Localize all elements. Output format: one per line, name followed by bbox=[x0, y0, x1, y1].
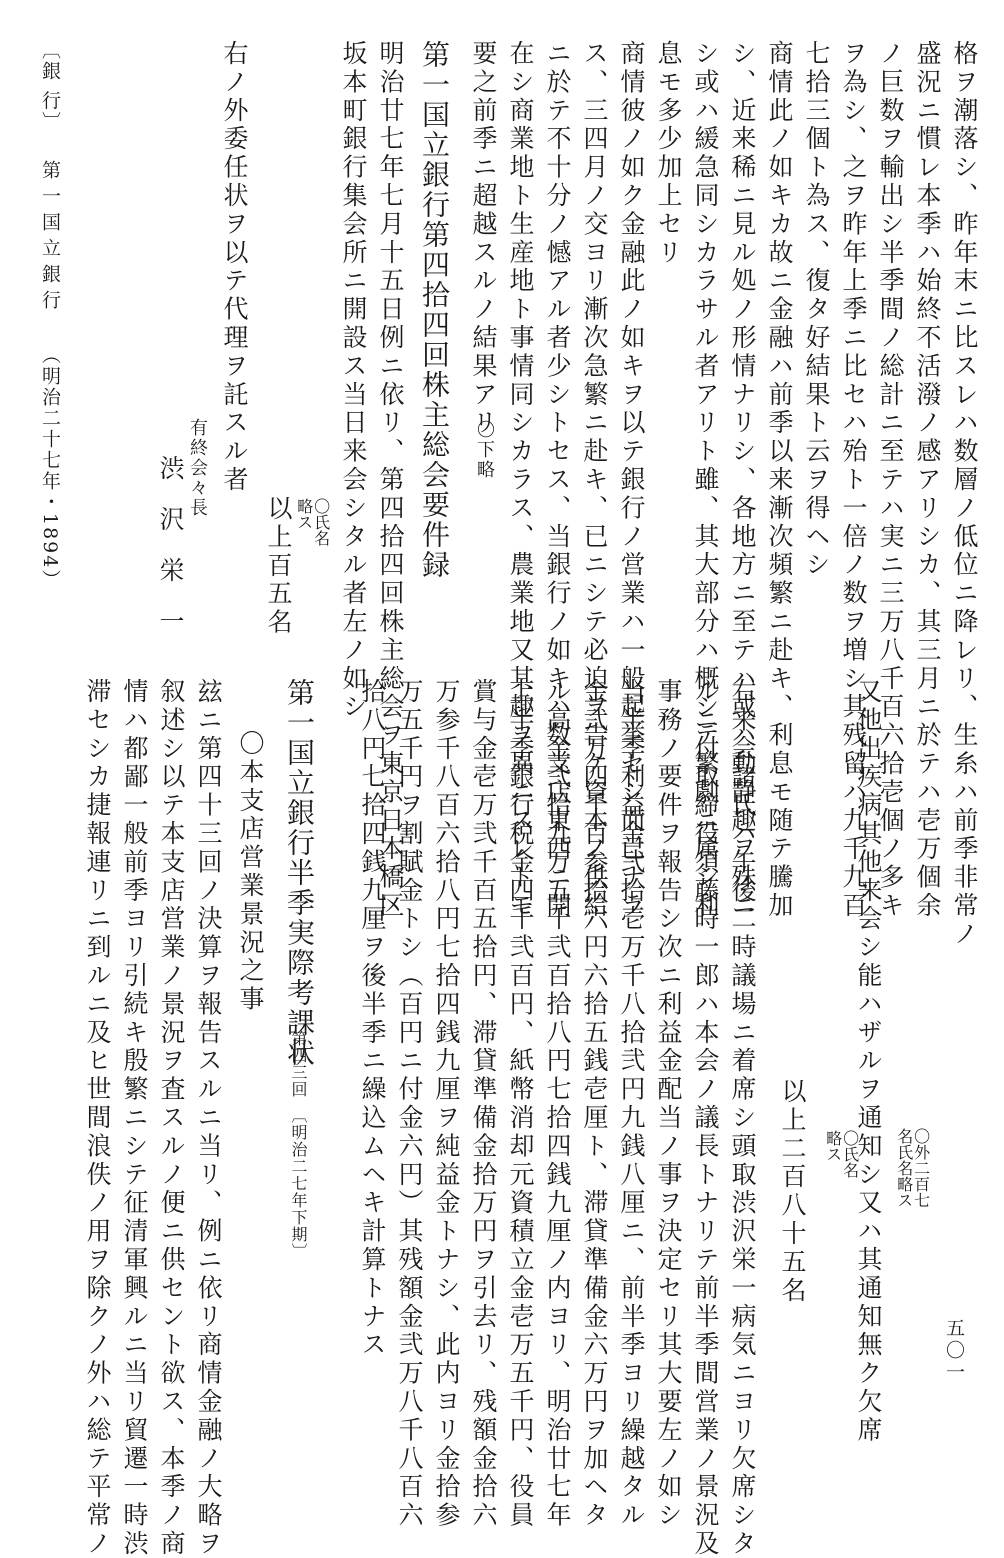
proxy-line: 右ノ外委任状ヲ以テ代理ヲ託スル者 bbox=[220, 40, 249, 495]
body-line: 右来会諸氏ハ午後二時議場ニ着席シ頭取渋沢栄一病気ニヨリ欠席シタ bbox=[728, 678, 757, 1558]
body-line: 拾八円七拾四銭九厘ヲ後半季ニ繰込ムヘキ計算トナス bbox=[358, 678, 387, 1360]
body-line: シ、近来稀ニ見ル処ノ形情ナリシ、各地方ニ至テハ或ハ動静趣ヲ殊ニ bbox=[728, 40, 757, 921]
body-line: 要之前季ニ超越スルノ結果アリ bbox=[469, 40, 498, 438]
meeting-heading: 第一国立銀行第四拾四回株主総会要件録 bbox=[418, 40, 451, 580]
body-line: 上半季銀行税金四千弐百円、紙幣消却元資積立金壱万五千円、役員 bbox=[506, 678, 535, 1530]
body-line: 在シ商業地ト生産地ト事情同シカラス、農業地又其趣ヲ異ニスレトモ bbox=[506, 40, 535, 921]
report-line: 情ハ都鄙一般前季ヨリ引続キ殷繁ニシテ征清軍興ルニ当リ貿遷一時渋 bbox=[120, 678, 149, 1558]
body-line: ルニ付取締役須藤時一郎ハ本会ノ議長トナリテ前半季間営業ノ景況及 bbox=[691, 678, 720, 1558]
attendee-count: 以上百五名 bbox=[264, 495, 293, 637]
report-line: 叙述シ以テ本支店営業ノ景況ヲ査スルノ便ニ供セント欲ス、本季ノ商 bbox=[157, 678, 186, 1558]
running-head-bank: 第一国立銀行 bbox=[39, 160, 61, 316]
report-subheading: 〇本支店営業景況之事 bbox=[236, 730, 265, 1014]
body-line: ス、三四月ノ交ヨリ漸次急繁ニ赴キ、已ニシテ必迫ヲ告ケ資本ノ供給 bbox=[580, 40, 609, 921]
body-line: 事務ノ要件ヲ報告シ次ニ利益金配当ノ事ヲ決定セリ其大要左ノ如シ bbox=[654, 678, 683, 1530]
page-number: 五〇一 bbox=[943, 1318, 965, 1384]
body-line: シ或ハ緩急同シカラサル者アリト雖、其大部分ハ概シテ繁劇ニ属シ利 bbox=[691, 40, 720, 921]
body-line: 商情彼ノ如ク金融此ノ如キヲ以テ銀行ノ営業ハ一般起挙セシ而已ナラ bbox=[617, 40, 646, 921]
body-line: ノ巨数ヲ輸出シ半季間ノ総計ニ至テハ実ニ三万八千百六拾壱個ノ多キ bbox=[876, 40, 905, 921]
names-omitted-note: 〇氏名 略ス bbox=[294, 498, 331, 546]
running-head-period: （明治二十七年・1894） bbox=[39, 345, 61, 591]
running-head-section: 〔銀 行〕 bbox=[39, 40, 61, 133]
meeting-line: 明治廿七年七月十五日例ニ依リ、第四拾四回株主総会ヲ東京日本橋区 bbox=[376, 40, 405, 921]
body-line: ル高金弐拾九万五千弐百拾八円七拾四銭九厘ノ内ヨリ、明治廿七年 bbox=[543, 678, 572, 1530]
body-line: 七拾三個ト為ス、復タ好結果ト云ヲ得ヘシ bbox=[802, 40, 831, 580]
chairman-title: 有終会々長 bbox=[187, 418, 208, 518]
body-line: ヲ為シ、之ヲ昨年上季ニ比セハ殆ト一倍ノ数ヲ増シ其残留ハ九千九百 bbox=[839, 40, 868, 921]
body-line: 息モ多少加上セリ bbox=[654, 40, 683, 268]
names-omitted-note-2: 〇氏名 略ス bbox=[823, 1130, 860, 1178]
attendee-count-2: 以上二百八十五名 bbox=[778, 1078, 807, 1306]
absent-omitted-note: 〇外二百七 名氏名略ス bbox=[894, 1128, 931, 1208]
body-line: 格ヲ潮落シ、昨年末ニ比スレハ数層ノ低位ニ降レリ、生糸ハ前季非常ノ bbox=[950, 40, 979, 949]
report-heading-sub: 第四三回 〔明治二七年下期〕 bbox=[289, 1030, 308, 1260]
body-line: ニ於テ不十分ノ憾アル者少シトセス、当銀行ノ如キハ数支店東西ニ開 bbox=[543, 40, 572, 921]
body-line: 金弐万四千百参拾六円六拾五銭壱厘ト、滞貸準備金六万円ヲ加ヘタ bbox=[580, 678, 609, 1530]
body-line: 当半季利益金弐拾壱万千八拾弐円九銭八厘ニ、前半季ヨリ繰越タル bbox=[617, 678, 646, 1530]
meeting-line: 坂本町銀行集会所ニ開設ス当日来会シタル者左ノ如シ bbox=[339, 40, 368, 722]
report-line: 玆ニ第四十三回ノ決算ヲ報告スルニ当リ、例ニ依リ商情金融ノ大略ヲ bbox=[194, 678, 223, 1558]
report-heading: 第一国立銀行半季実際考課状 bbox=[283, 678, 316, 1068]
report-line: 滞セシカ捷報連リニ到ルニ及ヒ世間浪佚ノ用ヲ除クノ外ハ総テ平常ノ bbox=[83, 678, 112, 1558]
body-line: 商情此ノ如キカ故ニ金融ハ前季以来漸次頻繁ニ赴キ、利息モ随テ騰加 bbox=[765, 40, 794, 921]
body-line: 万五千円ヲ割賦金トシ（百円ニ付金六円）其残額金弐万八千八百六 bbox=[395, 678, 424, 1530]
omission-note: 〇下略 bbox=[474, 420, 495, 480]
body-line: 万参千八百六拾八円七拾四銭九厘ヲ純益金トナシ、此内ヨリ金拾参 bbox=[432, 678, 461, 1530]
body-line: 盛況ニ慣レ本季ハ始終不活潑ノ感アリシカ、其三月ニ於テハ壱万個余 bbox=[913, 40, 942, 921]
chairman-name: 渋 沢 栄 一 bbox=[156, 455, 185, 642]
body-line: 賞与金壱万弐千百五拾円、滞貸準備金拾万円ヲ引去リ、残額金拾六 bbox=[469, 678, 498, 1530]
absent-line: 又他出疾病其他来会シ能ハザルヲ通知シ又ハ其通知無ク欠席 bbox=[854, 678, 883, 1445]
